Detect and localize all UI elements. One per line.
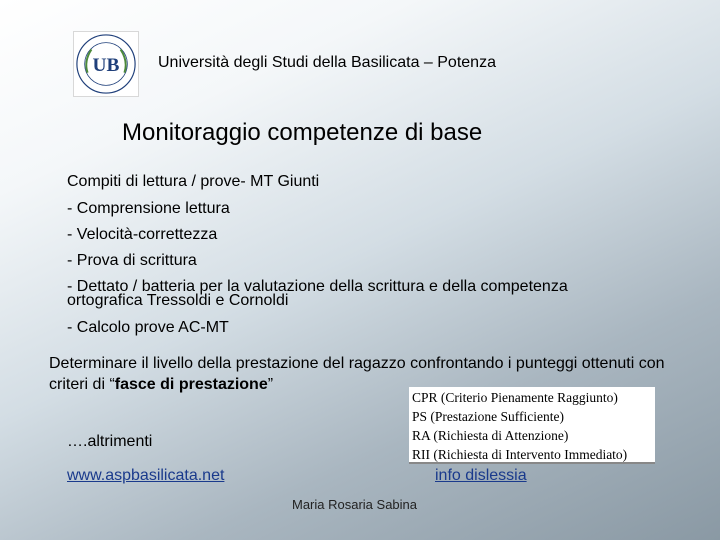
university-seal-icon — [74, 32, 138, 96]
otherwise-text: ….altrimenti — [67, 433, 153, 450]
task-item: - Comprensione lettura — [67, 200, 230, 217]
legend-item: CPR (Criterio Pienamente Raggiunto) — [412, 390, 618, 405]
performance-bands-emphasis: fasce di prestazione — [114, 376, 268, 393]
university-name: Università degli Studi della Basilicata – Potenza — [158, 54, 496, 71]
task-item: - Prova di scrittura — [67, 252, 197, 269]
info-dislessia-link[interactable]: info dislessia — [435, 467, 527, 484]
determine-paragraph: Determinare il livello della prestazione del ragazzo confrontando i punteggi ottenuti con criteri di “fasce di prestazione” — [49, 355, 665, 393]
criteria-legend — [409, 387, 655, 464]
task-item: - Calcolo prove AC-MT — [67, 319, 229, 336]
legend-item: RII (Richiesta di Intervento Immediato) — [412, 447, 628, 462]
task-item: Compiti di lettura / prove- MT Giunti — [67, 173, 320, 190]
university-logo — [73, 31, 139, 97]
logo-monogram: UB — [92, 54, 120, 76]
slide-title: Monitoraggio competenze di base — [122, 119, 483, 146]
task-item: - Dettato / batteria per la valutazione della scrittura e della competenza ortografica Tressoldi e Cornoldi — [67, 278, 568, 309]
legend-item: RA (Richiesta di Attenzione) — [412, 428, 569, 443]
author-name: Maria Rosaria Sabina — [292, 497, 418, 512]
legend-item: PS (Prestazione Sufficiente) — [412, 409, 564, 424]
task-item: - Velocità-correttezza — [67, 226, 218, 243]
asp-basilicata-link[interactable]: www.aspbasilicata.net — [67, 467, 225, 484]
